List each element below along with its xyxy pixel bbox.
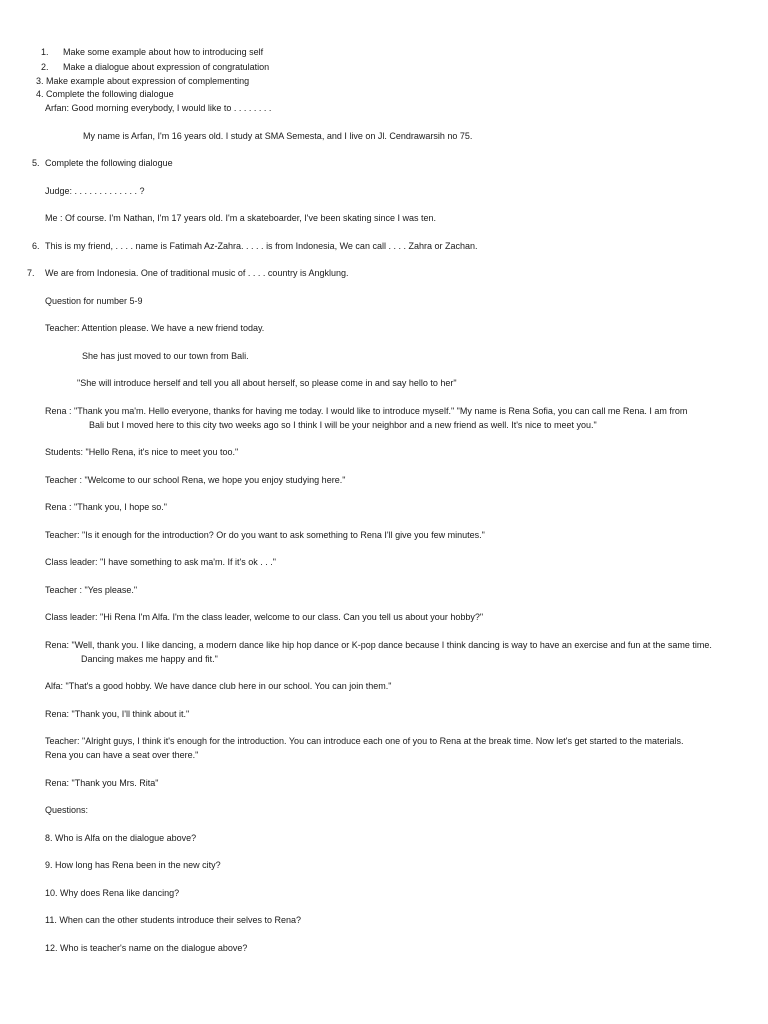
- arfan-line: Arfan: Good morning everybody, I would like to . . . . . . . .: [45, 103, 272, 113]
- item-6-number: 6.: [32, 241, 40, 251]
- rena-line-2: Rena : "Thank you, I hope so.": [45, 502, 167, 512]
- question-heading: Question for number 5-9: [45, 296, 143, 306]
- me-line: Me : Of course. I'm Nathan, I'm 17 years old. I'm a skateboarder, I've been skating since I was ten.: [45, 213, 437, 223]
- teacher-enough-line: Teacher: "Is it enough for the introduction? Or do you want to ask something to Rena I'll give you few minutes.": [45, 530, 485, 540]
- class-leader-line-2: Class leader: "Hi Rena I'm Alfa. I'm the class leader, welcome to our class. Can you tell us about your hobby?": [45, 612, 484, 622]
- judge-line: Judge: . . . . . . . . . . . . . ?: [45, 186, 145, 196]
- alfa-line: Alfa: "That's a good hobby. We have dance club here in our school. You can join them.": [45, 681, 392, 691]
- students-line: Students: "Hello Rena, it's nice to meet you too.": [45, 447, 239, 457]
- teacher-line-2: She has just moved to our town from Bali.: [82, 351, 249, 361]
- item-2-number: 2.: [41, 62, 49, 72]
- item-5-text: Complete the following dialogue: [45, 158, 173, 168]
- question-8: 8. Who is Alfa on the dialogue above?: [45, 833, 197, 843]
- item-5-number: 5.: [32, 158, 40, 168]
- item-6-text: This is my friend, . . . . name is Fatimah Az-Zahra. . . . . is from Indonesia, We can call . . . . Zahra or Zachan.: [45, 241, 478, 251]
- item-1-text: Make some example about how to introducing self: [63, 47, 264, 57]
- teacher-alright-line-b: Rena you can have a seat over there.": [45, 750, 199, 760]
- arfan-intro: My name is Arfan, I'm 16 years old. I study at SMA Semesta, and I live on Jl. Cendrawarsih no 75.: [83, 131, 473, 141]
- teacher-welcome-line: Teacher : "Welcome to our school Rena, we hope you enjoy studying here.": [45, 475, 346, 485]
- question-10: 10. Why does Rena like dancing?: [45, 888, 180, 898]
- question-11: 11. When can the other students introduce their selves to Rena?: [45, 915, 301, 925]
- questions-heading: Questions:: [45, 805, 89, 815]
- question-12: 12. Who is teacher's name on the dialogue above?: [45, 943, 248, 953]
- teacher-yes-line: Teacher : "Yes please.": [45, 585, 138, 595]
- item-3-text: 3. Make example about expression of complementing: [36, 76, 250, 86]
- class-leader-line-1: Class leader: "I have something to ask ma'm. If it's ok . . .": [45, 557, 276, 567]
- teacher-line-3: "She will introduce herself and tell you all about herself, so please come in and say hello to her": [77, 378, 457, 388]
- teacher-line-1: Teacher: Attention please. We have a new friend today.: [45, 323, 265, 333]
- rena-think-line: Rena: "Thank you, I'll think about it.": [45, 709, 190, 719]
- item-2-text: Make a dialogue about expression of congratulation: [63, 62, 270, 72]
- item-7-text: We are from Indonesia. One of traditional music of . . . . country is Angklung.: [45, 268, 349, 278]
- rena-thanks-line: Rena: "Thank you Mrs. Rita": [45, 778, 159, 788]
- item-1-number: 1.: [41, 47, 49, 57]
- rena-line-1b: Bali but I moved here to this city two weeks ago so I think I will be your neighbor and a new friend as well. It's nice to meet you.": [89, 420, 597, 430]
- teacher-alright-line-a: Teacher: "Alright guys, I think it's enough for the introduction. You can introduce each one of you to Rena at the break time. Now let's get started to the materials.: [45, 736, 684, 746]
- rena-hobby-line-b: Dancing makes me happy and fit.": [81, 654, 218, 664]
- rena-hobby-line-a: Rena: "Well, thank you. I like dancing, a modern dance like hip hop dance or K-pop dance because I think dancing is way to have an exercise and fun at the same time.: [45, 640, 712, 650]
- question-9: 9. How long has Rena been in the new city?: [45, 860, 221, 870]
- item-7-number: 7.: [27, 268, 35, 278]
- rena-line-1a: Rena : "Thank you ma'm. Hello everyone, thanks for having me today. I would like to introduce myself." "My name is Rena Sofia, you can call me Rena. I am from: [45, 406, 688, 416]
- item-4-text: 4. Complete the following dialogue: [36, 89, 174, 99]
